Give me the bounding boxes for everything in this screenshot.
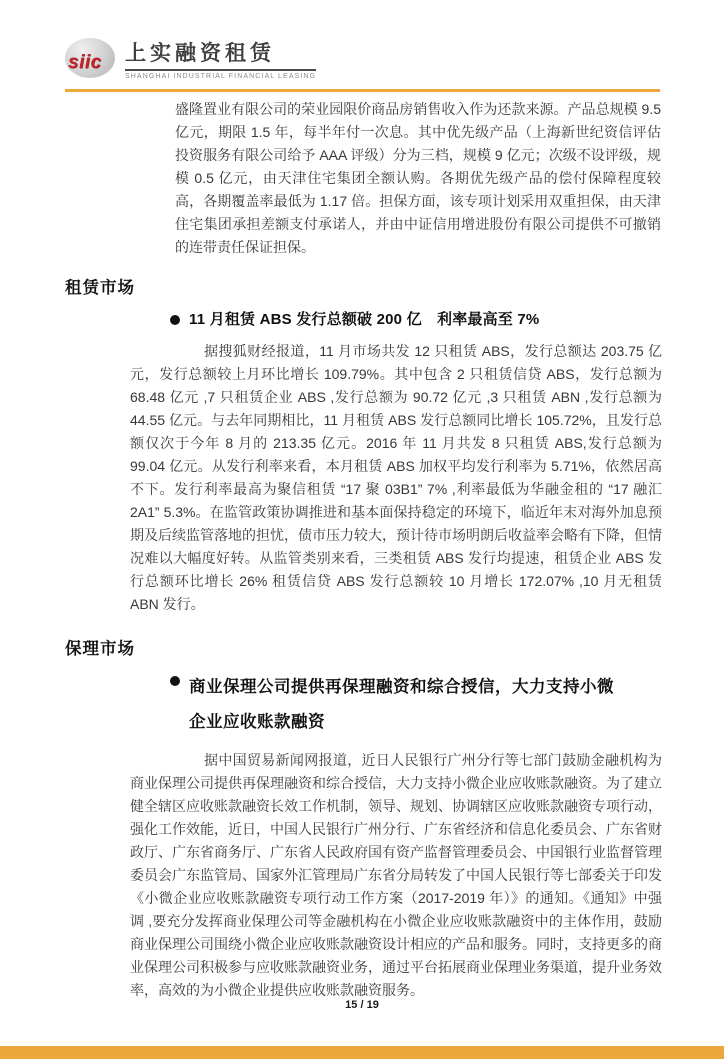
bullet-item-factoring (170, 670, 630, 740)
logo-text (125, 36, 316, 80)
paragraph-factoring: 据中国贸易新闻网报道，近日人民银行广州分行等七部门鼓励金融机构为商业保理公司提供再保理融资和综合授信，大力支持小微企业应收账款融资。为了建立健全辖区应收账款融资长效工作机制，领导、规划、协调辖区应收账款融资专项行动，强化工作效能，近日，中国人民银行广州分行、广东省经济和信息化委员会、广东省财政厅、广东省商务厅、广东省人民政府国有资产监督管理委员会、中国银行业监督管理委员会广东监管局、国家外汇管理局广东省分局转发了中国人民银行等七部委关于印发《小微企业应收账款融资专项行动工作方案（2017-2019 年）》的通知。《通知》中强调 ,要充分发挥商业保理公司等金融机构在小微企业应收账款融资中的主体作用，鼓励商业保理公司围绕小微企业应收账款融资设计相应的产品和服务。同时，支持更多的商业保理公司积极参与应收账款融资业务，通过平台拓展商业保理业务渠道，提升业务效率，高效的为小微企业提供应收账款融资服务。 (130, 752, 662, 998)
section-leasing-market (65, 274, 660, 616)
document-page (0, 36, 724, 1059)
bullet-icon (170, 676, 180, 686)
footer-accent-bar (0, 1046, 724, 1059)
bullet-item-leasing (170, 309, 630, 331)
section-factoring-market (65, 635, 660, 1002)
header-accent-rule (65, 89, 660, 92)
siic-wordmark: siic (68, 52, 102, 73)
siic-globe-icon (65, 38, 115, 78)
page-footer (0, 999, 724, 1011)
document-body (65, 98, 660, 1002)
bullet-headline-factoring: 商业保理公司提供再保理融资和综合授信，大力支持小微企业应收账款融资 (189, 678, 614, 731)
logo-title-cn: 上实融资租赁 (125, 42, 316, 71)
bullet-headline-leasing: 11 月租赁 ABS 发行总额破 200 亿 利率最高至 7% (189, 311, 540, 328)
logo-subtitle-en: SHANGHAI INDUSTRIAL FINANCIAL LEASING (125, 73, 317, 81)
bullet-icon (170, 315, 180, 325)
paragraph-leasing: 据搜狐财经报道，11 月市场共发 12 只租赁 ABS，发行总额达 203.75 亿元，发行总额较上月环比增长 109.79%。其中包含 2 只租赁信贷 ABS，发行总额为 68.48 亿元 ,7 只租赁企业 ABS ,发行总额为 90.72 亿元 ,3 只租赁 ABN ,发行总额为 44.55 亿元。与去年同期相比，11 月租赁 ABS 发行总额同比增长 105.72%，且发行总额仅次于今年 8 月的 213.35 亿元。2016 年 11 月共发 8 只租赁 ABS,发行总额为 99.04 亿元。从发行利率来看，本月租赁 ABS 加权平均发行利率为 5.71%，依然居高不下。发行利率最高为聚信租赁 “17 聚 03B1” 7% ,利率最低为华融金租的 “17 融汇 2A1” 5.3%。在监管政策协调推进和基本面保持稳定的环境下，临近年末对海外加息预期及后续监管落地的担忧，债市压力较大，预计待市场明朗后收益率会略有下降，但情况难以大幅度好转。从监管类别来看，三类租赁 ABS 发行均提速，租赁企业 ABS 发行总额环比增长 26% 租赁信贷 ABS 发行总额较 10 月增长 172.07% ,10 月无租赁 ABN 发行。 (130, 343, 662, 612)
company-logo (65, 36, 660, 84)
page-header (65, 36, 660, 92)
intro-paragraph: 盛隆置业有限公司的荣业园限价商品房销售收入作为还款来源。产品总规模 9.5 亿元，期限 1.5 年，每半年付一次息。其中优先级产品（上海新世纪资信评估投资服务有限公司给予 AAA 评级）分为三档，规模 9 亿元；次级不设评级，规模 0.5 亿元，由天津住宅集团全额认购。各期优先级产品的偿付保障程度较高，各期覆盖率最低为 1.17 倍。担保方面，该专项计划采用双重担保，由天津住宅集团承担差额支付承诺人，并由中证信用增进股份有限公司提供不可撤销的连带责任保证担保。 (175, 101, 661, 255)
page-number: 15 / 19 (345, 999, 379, 1011)
section-title-factoring: 保理市场 (65, 640, 135, 658)
section-title-leasing: 租赁市场 (65, 279, 135, 297)
